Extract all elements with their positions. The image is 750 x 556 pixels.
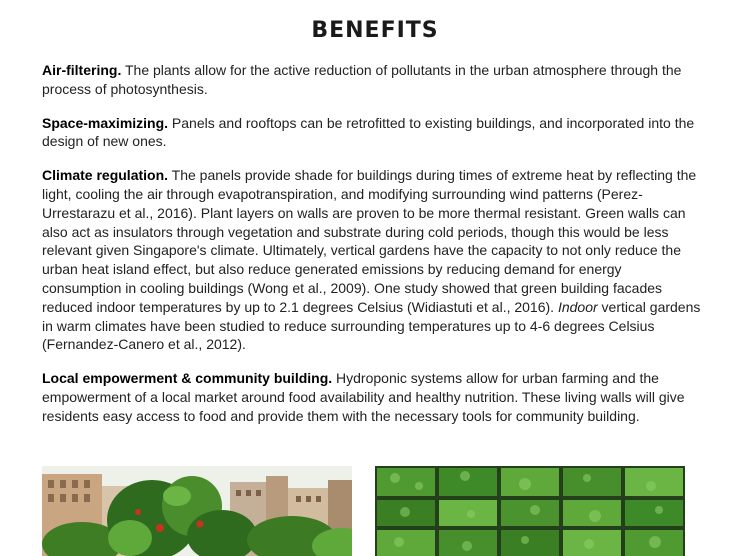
benefit-heading: Climate regulation. (42, 167, 169, 184)
green-wall-photo (375, 466, 685, 556)
benefit-air-filtering (42, 61, 702, 99)
benefit-body: The plants allow for the active reduction of pollutants in the urban atmosphere through the process of photosynthesis. (42, 62, 682, 97)
benefit-body: vertical gardens in warm climates have been studied to reduce surrounding temperatures up to 4-6 degrees Celsius (Fernandez-Canero et al., 2012). (42, 298, 701, 353)
benefits-content (42, 61, 702, 441)
benefit-heading: Local empowerment & community building. (42, 370, 333, 387)
benefit-heading: Space-maximizing. (42, 114, 169, 131)
benefit-space-maximizing (42, 114, 702, 152)
benefit-heading: Air-filtering. (42, 62, 122, 78)
benefit-body-italic: Indoor (557, 298, 598, 315)
page-title: BENEFITS (311, 18, 439, 43)
benefit-climate-regulation (42, 166, 702, 354)
benefit-body: Hydroponic systems allow for urban farming and the empowerment of a local market around food availability and healthy nutrition. These living walls will give residents easy access to food and provide them with the necessary tools for community building. (42, 370, 685, 424)
benefit-local-empowerment (42, 369, 702, 425)
rooftop-garden-photo (42, 466, 352, 556)
benefit-body: The panels provide shade for buildings during times of extreme heat by reflecting the light, cooling the air through evapotranspiration, and modifying surrounding wind patterns (Perez-Urrestarazu et al., 2016). Plant layers on walls are proven to be more thermal resistant. Green walls can also act as insulators through vegetation and substrate during cold periods, though this would be less relevant given Singapore's climate. Ultimately, vertical gardens have the capacity to not only reduce the urban heat island effect, but also reduce generated emissions by reducing demand for energy consumption in cooling buildings (Wong et al., 2009). One study showed that green building facades reduced indoor temperatures by up to 2.1 degrees Celsius (Widiastuti et al., 2016). (42, 167, 697, 315)
benefit-body: Panels and rooftops can be retrofitted to existing buildings, and incorporated into the design of new ones. (42, 114, 695, 150)
